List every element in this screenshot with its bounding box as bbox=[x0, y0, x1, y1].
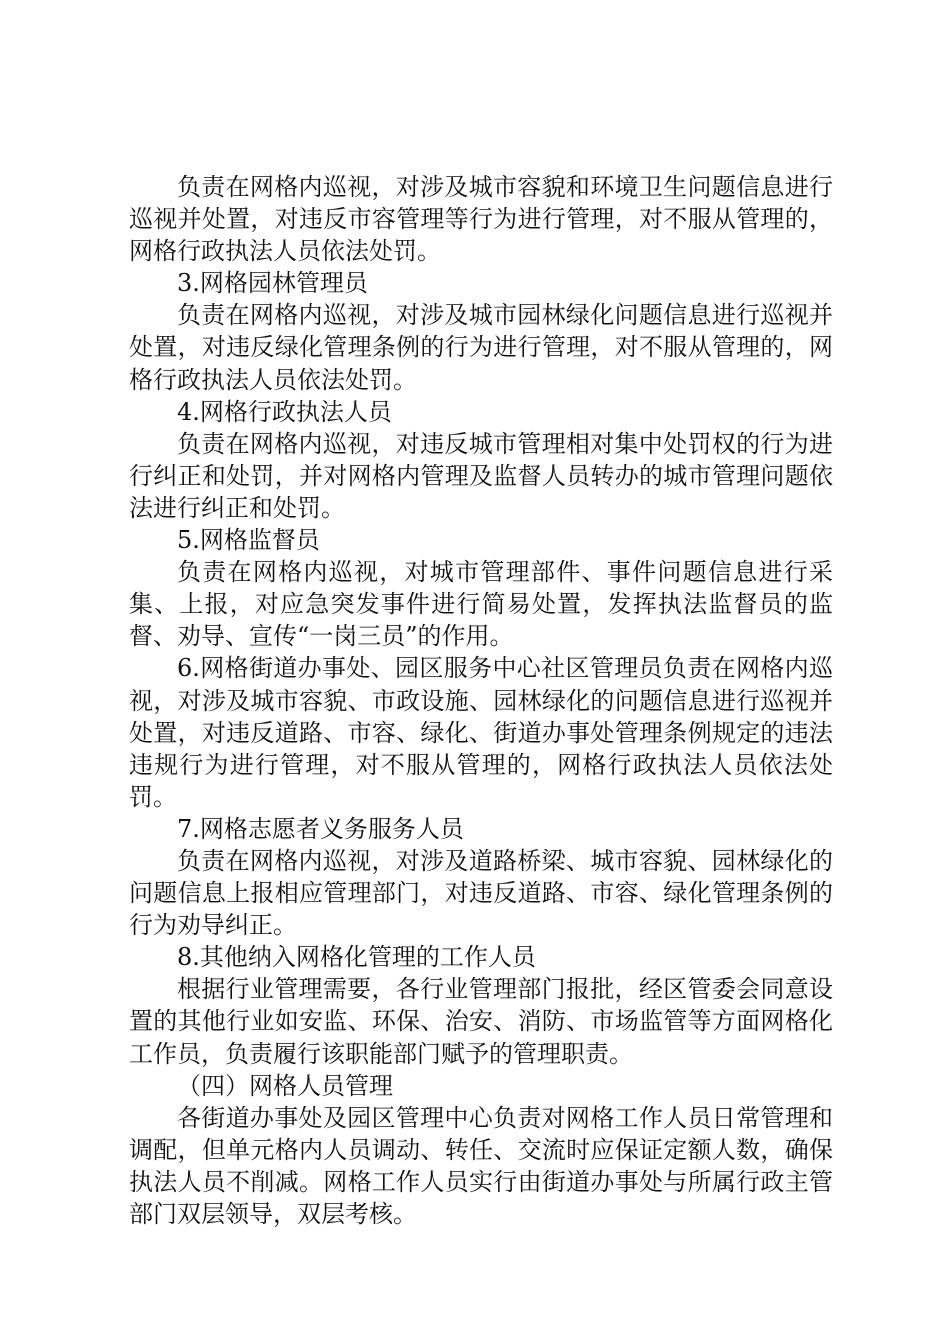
paragraph-sanitation-duties: 负责在网格内巡视，对涉及城市容貌和环境卫生问题信息进行巡视并处置，对违反市容管理等行为进行管理，对不服从管理的，网格行政执法人员依法处罚。 bbox=[129, 173, 833, 266]
paragraph-staff-management: 各街道办事处及园区管理中心负责对网格工作人员日常管理和调配，但单元格内人员调动、转任、交流时应保证定额人数，确保执法人员不削减。网格工作人员实行由街道办事处与所属行政主管部门双层领导，双层考核。 bbox=[129, 1103, 833, 1228]
document-body bbox=[129, 171, 833, 1230]
heading-landscape-manager: 3.网格园林管理员 bbox=[177, 269, 368, 298]
paragraph-landscape-duties: 负责在网格内巡视，对涉及城市园林绿化问题信息进行巡视并处置，对违反绿化管理条例的行为进行管理，对不服从管理的，网格行政执法人员依法处罚。 bbox=[129, 301, 833, 394]
heading-law-enforcement: 4.网格行政执法人员 bbox=[177, 397, 392, 426]
heading-other-staff: 8.其他纳入网格化管理的工作人员 bbox=[177, 943, 536, 972]
heading-staff-management: （四）网格人员管理 bbox=[177, 1071, 393, 1100]
paragraph-community-manager: 6.网格街道办事处、园区服务中心社区管理员负责在网格内巡视，对涉及城市容貌、市政设施、园林绿化的问题信息进行巡视并处置，对违反道路、市容、绿化、街道办事处管理条例规定的违法违规行为进行管理，对不服从管理的，网格行政执法人员依法处罚。 bbox=[129, 654, 833, 811]
paragraph-supervisor-duties: 负责在网格内巡视，对城市管理部件、事件问题信息进行采集、上报，对应急突发事件进行简易处置，发挥执法监督员的监督、劝导、宣传“一岗三员”的作用。 bbox=[129, 558, 833, 651]
heading-supervisor: 5.网格监督员 bbox=[177, 526, 320, 555]
paragraph-law-enforcement-duties: 负责在网格内巡视，对违反城市管理相对集中处罚权的行为进行纠正和处罚，并对网格内管理及监督人员转办的城市管理问题依法进行纠正和处罚。 bbox=[129, 429, 833, 522]
heading-volunteer: 7.网格志愿者义务服务人员 bbox=[177, 814, 464, 843]
paragraph-other-staff-duties: 根据行业管理需要，各行业管理部门报批，经区管委会同意设置的其他行业如安监、环保、治安、消防、市场监管等方面网格化工作员，负责履行该职能部门赋予的管理职责。 bbox=[129, 975, 833, 1068]
paragraph-volunteer-duties: 负责在网格内巡视，对涉及道路桥梁、城市容貌、园林绿化的问题信息上报相应管理部门，对违反道路、市容、绿化管理条例的行为劝导纠正。 bbox=[129, 846, 833, 940]
